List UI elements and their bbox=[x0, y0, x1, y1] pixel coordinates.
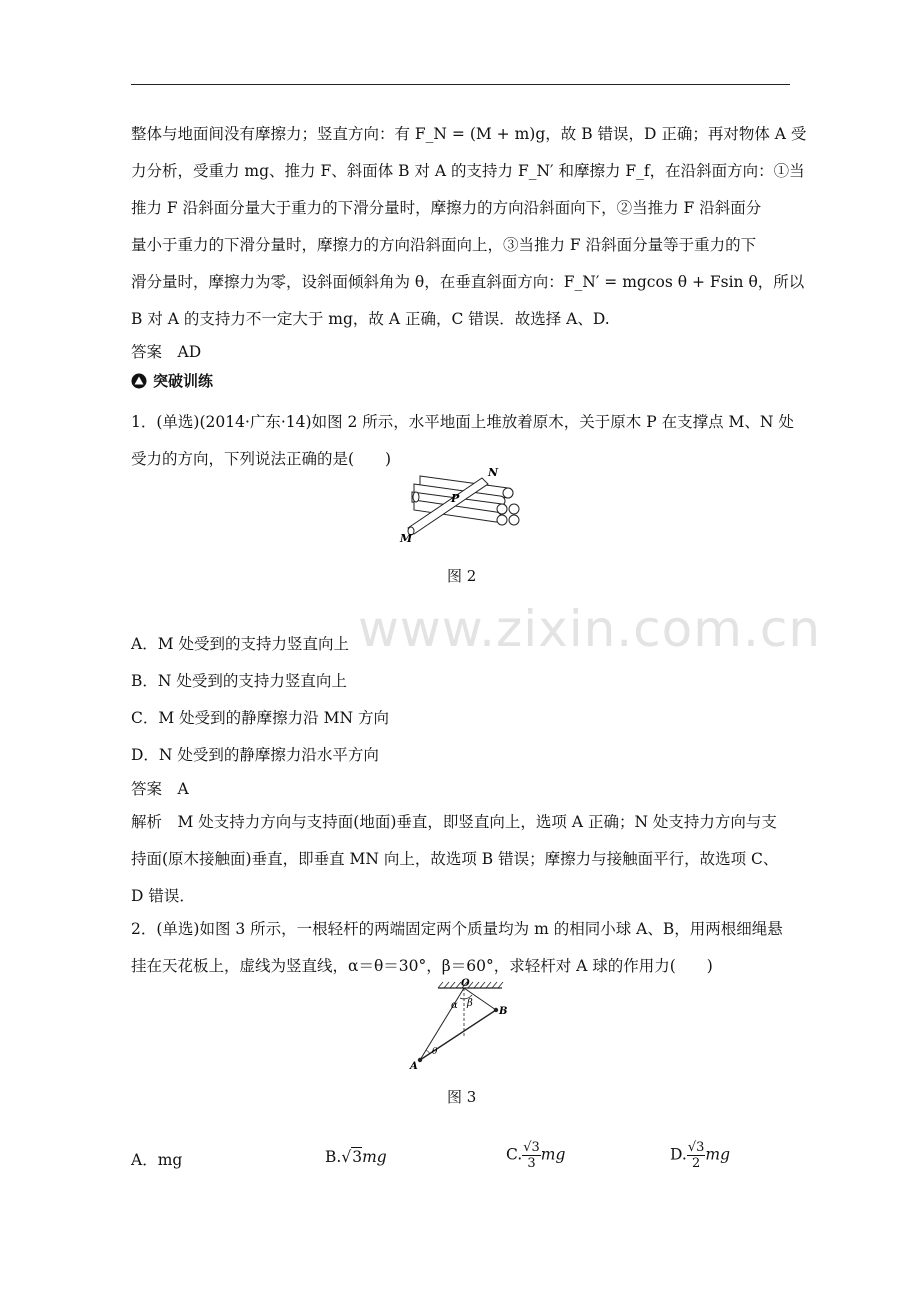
analysis-line: 量小于重力的下滑分量时，摩擦力的方向沿斜面向上，③当推力 F 沿斜面分量等于重力的下 bbox=[131, 236, 757, 254]
q2-option-c-suffix: mg bbox=[540, 1145, 566, 1164]
q2-option-c-denominator: 3 bbox=[527, 1156, 536, 1171]
q2-option-c-numerator: √3 bbox=[523, 1140, 540, 1155]
q2-option-b: B.√3mg bbox=[325, 1148, 387, 1166]
q1-option-c: C．M 处受到的静摩擦力沿 MN 方向 bbox=[131, 709, 389, 727]
triangle-icon bbox=[131, 373, 147, 389]
figure-3-caption: 图 3 bbox=[447, 1088, 477, 1106]
q1-option-a: A．M 处受到的支持力竖直向上 bbox=[131, 635, 349, 653]
watermark: www.zixin.com.cn bbox=[358, 600, 822, 658]
q2-stem-line: 挂在天花板上，虚线为竖直线，α＝θ＝30°，β＝60°，求轻杆对 A 球的作用力( ) bbox=[131, 957, 713, 975]
q2-option-d-suffix: mg bbox=[705, 1145, 730, 1164]
label-b: B bbox=[499, 1006, 508, 1017]
label-beta: β bbox=[467, 998, 473, 1009]
q1-stem-line: 受力的方向，下列说法正确的是( ) bbox=[131, 450, 392, 468]
q1-analysis bbox=[131, 804, 793, 915]
q1-stem-line: 1．(单选)(2014·广东·14)如图 2 所示，水平地面上堆放着原木，关于原木 P 在支撑点 M、N 处 bbox=[131, 413, 794, 431]
q2-option-b-prefix: B. bbox=[325, 1148, 342, 1166]
header-rule bbox=[131, 84, 790, 85]
q2-stem bbox=[131, 911, 793, 985]
label-alpha: α bbox=[451, 1000, 458, 1011]
label-theta: θ bbox=[432, 1047, 438, 1057]
q1-answer: 答案 A bbox=[131, 780, 189, 798]
q2-option-a: A．mg bbox=[131, 1151, 183, 1169]
q2-option-d-numerator: √3 bbox=[687, 1140, 705, 1155]
q2-option-d-fraction bbox=[687, 1140, 706, 1171]
q2-option-d-prefix: D. bbox=[670, 1145, 687, 1164]
analysis-line: 推力 F 沿斜面分量大于重力的下滑分量时，摩擦力的方向沿斜面向下，②当推力 F 沿斜面分 bbox=[131, 199, 762, 217]
prev-answer: 答案 AD bbox=[131, 343, 202, 361]
q2-option-c bbox=[506, 1140, 565, 1171]
q2-option-d bbox=[670, 1140, 730, 1171]
q1-option-d: D．N 处受到的静摩擦力沿水平方向 bbox=[131, 746, 379, 764]
analysis-line: 力分析，受重力 mg、推力 F、斜面体 B 对 A 的支持力 F_N′ 和摩擦力 F_f，在沿斜面方向：①当 bbox=[131, 162, 805, 180]
analysis-line: 整体与地面间没有摩擦力；竖直方向：有 F_N = (M + m)g，故 B 错误，D 正确；再对物体 A 受 bbox=[131, 125, 807, 143]
q2-option-c-prefix: C. bbox=[506, 1145, 523, 1164]
label-m: M bbox=[400, 532, 413, 544]
q1-analysis-line: D 错误． bbox=[131, 887, 195, 905]
q2-option-b-suffix: mg bbox=[362, 1148, 387, 1166]
label-n: N bbox=[488, 466, 499, 479]
q1-option-b: B．N 处受到的支持力竖直向上 bbox=[131, 672, 347, 690]
label-o: O bbox=[461, 978, 470, 989]
figure-3-rod bbox=[406, 976, 516, 1072]
figure-2-logs bbox=[398, 462, 526, 544]
section-heading bbox=[131, 370, 213, 391]
q2-stem-line: 2．(单选)如图 3 所示，一根轻杆的两端固定两个质量均为 m 的相同小球 A、B，用两根细绳悬 bbox=[131, 920, 783, 938]
figure-2-caption: 图 2 bbox=[447, 567, 477, 585]
analysis-continued bbox=[131, 116, 807, 338]
analysis-line: 滑分量时，摩擦力为零，设斜面倾斜角为 θ，在垂直斜面方向：F_N′ = mgcos θ + Fsin θ，所以 bbox=[131, 273, 805, 291]
analysis-line: B 对 A 的支持力不一定大于 mg，故 A 正确，C 错误．故选择 A、D. bbox=[131, 310, 610, 328]
q1-analysis-line: 持面(原木接触面)垂直，即垂直 MN 向上，故选项 B 错误；摩擦力与接触面平行，故选项 C、 bbox=[131, 850, 779, 868]
label-p: P bbox=[451, 492, 460, 505]
q2-option-d-denominator: 2 bbox=[691, 1156, 701, 1171]
section-heading-text: 突破训练 bbox=[153, 372, 214, 390]
q2-option-b-radicand: 3 bbox=[352, 1148, 363, 1166]
q1-analysis-line: 解析 M 处支持力方向与支持面(地面)垂直，即竖直向上，选项 A 正确；N 处支持力方向与支 bbox=[131, 813, 777, 831]
label-a: A bbox=[410, 1061, 418, 1072]
q2-option-c-fraction bbox=[522, 1140, 541, 1171]
